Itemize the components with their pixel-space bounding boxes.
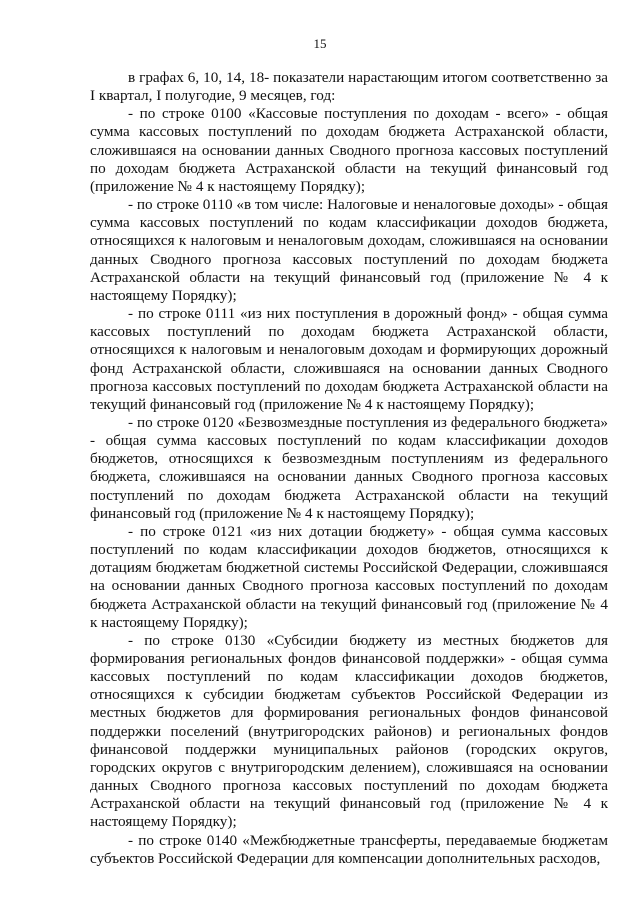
paragraph-row-0140: - по строке 0140 «Межбюджетные трансферты, передаваемые бюджетам субъектов Российской Федерации для компенсации дополнительных расходов, [90, 831, 608, 867]
paragraph-row-0100: - по строке 0100 «Кассовые поступления по доходам - всего» - общая сумма кассовых поступлений по доходам бюджета Астраханской области, сложившаяся на основании данных Сводного прогноза кассовых поступлений по доходам бюджета Астраханской области на текущий финансовый год (приложение № 4 к настоящему Порядку); [90, 105, 608, 195]
paragraph-row-0110: - по строке 0110 «в том числе: Налоговые и неналоговые доходы» - общая сумма кассовых поступлений по кодам классификации доходов бюджета, относящихся к налоговым и неналоговым доходам, сложившаяся на основании данных Сводного прогноза кассовых поступлений по доходам бюджета Астраханской области на текущий финансовый год (приложение № 4 к настоящему Порядку); [90, 196, 608, 304]
paragraph-row-0121: - по строке 0121 «из них дотации бюджету» - общая сумма кассовых поступлений по кодам классификации доходов бюджетов, относящихся к дотациям бюджетам бюджетной системы Российской Федерации, сложившаяся на основании данных Сводного прогноза кассовых поступлений по доходам бюджета Астраханской области на текущий финансовый год (приложение № 4 к настоящему Порядку); [90, 522, 608, 631]
paragraph-row-0111: - по строке 0111 «из них поступления в дорожный фонд» - общая сумма кассовых поступлений по доходам бюджета Астраханской области, относящихся к налоговым и неналоговым доходам и формирующих дорожный фонд Астраханской области, сложившаяся на основании данных Сводного прогноза кассовых поступлений по доходам бюджета Астраханской области на текущий финансовый год (приложение № 4 к настоящему Порядку); [90, 305, 608, 413]
paragraph-row-0130: - по строке 0130 «Субсидии бюджету из местных бюджетов для формирования региональных фондов финансовой поддержки» - общая сумма кассовых поступлений по кодам классификации доходов бюджетов, относящихся к субсидии бюджетам субъектов Российской Федерации из местных бюджетов для формирования региональных фондов финансовой поддержки поселений (внутригородских районов) и региональных фондов финансовой поддержки муниципальных районов (городских округов, городских округов с внутригородским делением), сложившаяся на основании данных Сводного прогноза кассовых поступлений по доходам бюджета Астраханской области на текущий финансовый год (приложение № 4 к настоящему Порядку); [90, 631, 608, 831]
document-body [90, 69, 608, 868]
paragraph-intro: в графах 6, 10, 14, 18- показатели нарастающим итогом соответственно за I квартал, I полугодие, 9 месяцев, год: [90, 69, 608, 105]
paragraph-row-0120: - по строке 0120 «Безвозмездные поступления из федерального бюджета» - общая сумма кассовых поступлений по кодам классификации доходов бюджетов, относящихся к безвозмездным поступлениям из федерального бюджета, сложившаяся на основании данных Сводного прогноза кассовых поступлений по доходам бюджета Астраханской области на текущий финансовый год (приложение № 4 к настоящему Порядку); [90, 413, 608, 522]
page-number: 15 [313, 36, 327, 51]
